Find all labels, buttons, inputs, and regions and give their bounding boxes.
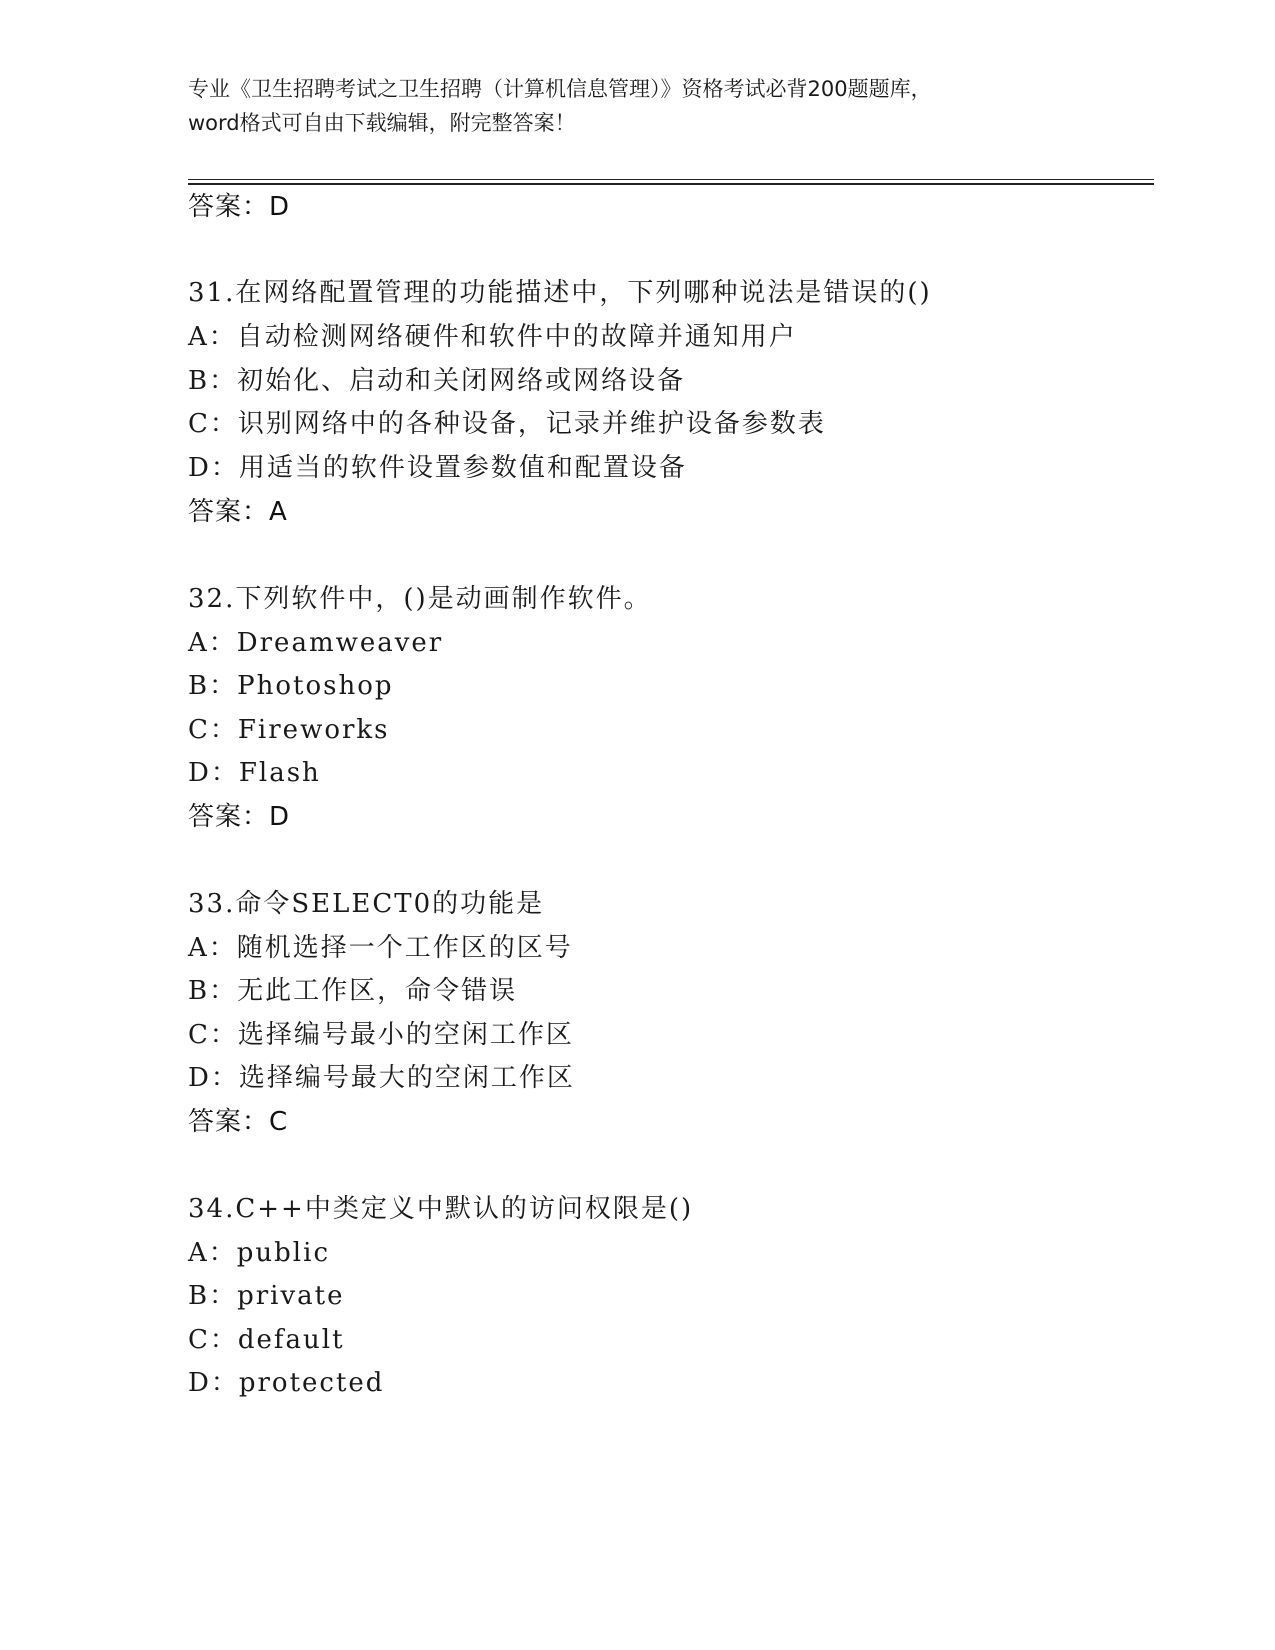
option-b: B：初始化、启动和关闭网络或网络设备	[188, 366, 686, 396]
option-c: C：Fireworks	[188, 715, 390, 745]
option-a: A：public	[188, 1238, 331, 1268]
option-a: A：随机选择一个工作区的区号	[188, 933, 573, 963]
option-c: C：选择编号最小的空闲工作区	[188, 1020, 574, 1050]
option-d: D：Flash	[188, 758, 321, 788]
question-stem: 32.下列软件中，()是动画制作软件。	[188, 584, 652, 614]
option-a: A：Dreamweaver	[188, 628, 444, 658]
question-stem: 31.在网络配置管理的功能描述中，下列哪种说法是错误的()	[188, 278, 932, 308]
document-header	[188, 72, 1088, 140]
option-b: B：private	[188, 1281, 345, 1311]
option-b: B：Photoshop	[188, 671, 394, 701]
answer-line: 答案：A	[188, 497, 288, 527]
question-stem: 33.命令SELECT0的功能是	[188, 889, 545, 919]
option-c: C：default	[188, 1325, 345, 1355]
answer-line: 答案：D	[188, 802, 291, 832]
option-d: D：protected	[188, 1368, 385, 1398]
header-line-2: word格式可自由下载编辑，附完整答案！	[188, 111, 576, 135]
header-line-1: 专业《卫生招聘考试之卫生招聘（计算机信息管理）》资格考试必背200题题库，	[188, 77, 932, 101]
header-divider-thin	[188, 179, 1154, 180]
answer-line: 答案：C	[188, 1107, 289, 1137]
option-b: B：无此工作区，命令错误	[188, 976, 518, 1006]
header-divider-thick	[188, 183, 1154, 185]
option-c: C：识别网络中的各种设备，记录并维护设备参数表	[188, 409, 826, 439]
answer-line: 答案：D	[188, 192, 291, 222]
option-d: D：选择编号最大的空闲工作区	[188, 1063, 575, 1093]
option-d: D：用适当的软件设置参数值和配置设备	[188, 453, 687, 483]
option-a: A：自动检测网络硬件和软件中的故障并通知用户	[188, 322, 797, 352]
question-stem: 34.C++中类定义中默认的访问权限是()	[188, 1194, 694, 1224]
